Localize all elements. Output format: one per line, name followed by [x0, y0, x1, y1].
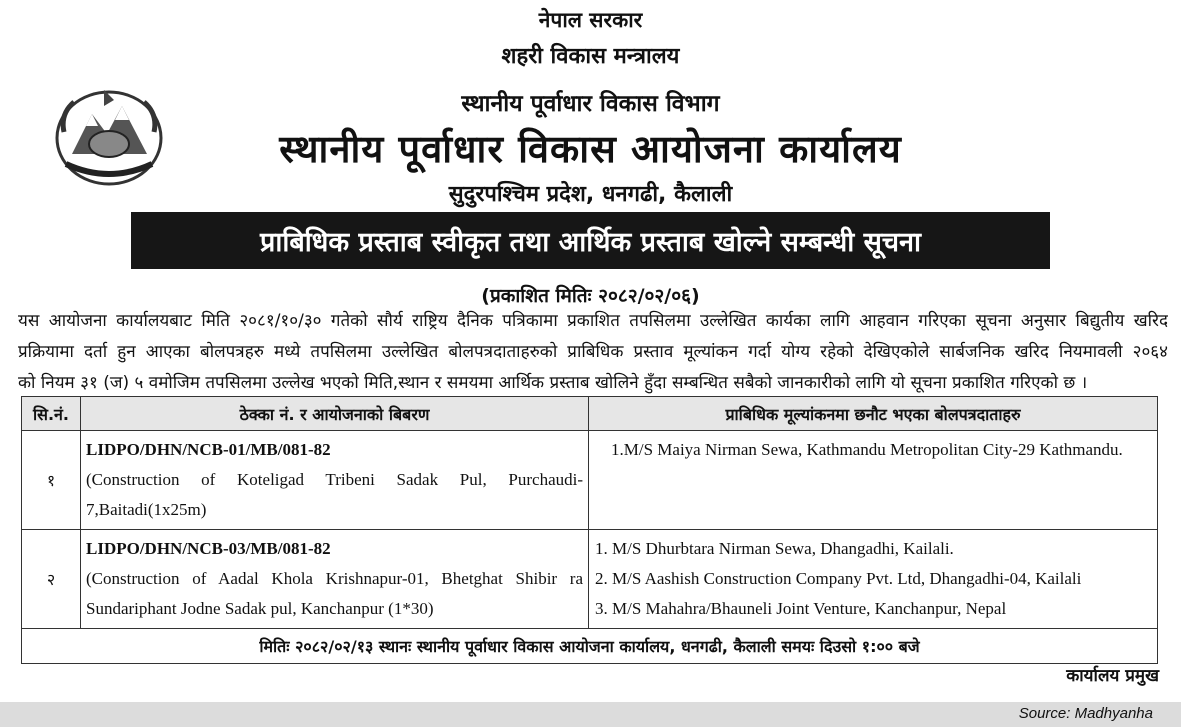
table-header-row: [22, 397, 1158, 431]
source-credit: Source: Madhyanha: [1018, 705, 1153, 722]
header-bidders: प्राबिधिक मूल्यांकनमा छनौट भएका बोलपत्रदाताहरु: [589, 397, 1158, 431]
contract-description: (Construction of Koteligad Tribeni Sadak Pul, Purchaudi-7,Baitadi(1x25m): [86, 470, 583, 519]
notice-body-line: यस आयोजना कार्यालयबाट मिति २०८१/१०/३० गतेको सौर्य राष्ट्रिय दैनिक पत्रिकामा प्रकाशित तपसिलमा उल्लेखित कार्यका लागि आहवान गरिएका सूचना अनुसार बिद्युतीय खरिद: [18, 311, 1168, 331]
opening-date-place-time: मितिः २०८२/०२/१३ स्थानः स्थानीय पूर्वाधार विकास आयोजना कार्यालय, धनगढी, कैलाली समयः दिउसो १:०० बजे: [22, 629, 1158, 664]
row-bidders: [589, 431, 1158, 530]
contract-description: (Construction of Aadal Khola Krishnapur-01, Bhetghat Shibir ra Sundariphant Jodne Sadak pul, Kanchanpur (1*30): [86, 569, 583, 618]
contract-code: LIDPO/DHN/NCB-01/MB/081-82: [86, 440, 331, 459]
bidders-table: [21, 396, 1158, 664]
published-date: (प्रकाशित मितिः २०८२/०२/०६): [481, 285, 700, 307]
notice-title-banner: [131, 212, 1050, 269]
ministry-title: शहरी विकास मन्त्रालय: [501, 44, 680, 69]
office-location: सुदुरपश्चिम प्रदेश, धनगढी, कैलाली: [448, 182, 733, 207]
bidder-item: 2. M/S Aashish Construction Company Pvt. Ltd, Dhangadhi-04, Kailali: [595, 569, 1082, 588]
department-title: स्थानीय पूर्वाधार विकास विभाग: [461, 91, 720, 117]
row-serial: २: [22, 530, 81, 629]
row-contract: [81, 530, 589, 629]
bidder-item: 1. M/S Dhurbtara Nirman Sewa, Dhangadhi, Kailali.: [595, 539, 954, 558]
signature-office-chief: कार्यालय प्रमुख: [1066, 666, 1159, 686]
row-serial: १: [22, 431, 81, 530]
header-serial: सि.नं.: [22, 397, 81, 431]
source-bar: [0, 702, 1181, 727]
table-row: [22, 431, 1158, 530]
contract-code: LIDPO/DHN/NCB-03/MB/081-82: [86, 539, 331, 558]
bidder-item: 3. M/S Mahahra/Bhauneli Joint Venture, Kanchanpur, Nepal: [595, 599, 1007, 618]
notice-body: [18, 306, 1168, 399]
table-row: [22, 530, 1158, 629]
table-footer-row: [22, 629, 1158, 664]
government-title: नेपाल सरकार: [538, 8, 643, 32]
row-bidders: [589, 530, 1158, 629]
header-contract: ठेक्का नं. र आयोजनाको बिबरण: [81, 397, 589, 431]
notice-body-line: प्रक्रियामा दर्ता हुन आएका बोलपत्रहरु मध्ये तपसिलमा उल्लेखित बोलपत्रदाताहरुको प्राबिधिक प्रस्ताव मूल्यांकन गर्दा योग्य रहेको देखिएकोले सार्बजनिक खरिद नियमावली २०६४: [18, 342, 1168, 362]
row-contract: [81, 431, 589, 530]
office-title: स्थानीय पूर्वाधार विकास आयोजना कार्यालय: [279, 127, 902, 171]
notice-body-line: को नियम ३१ (ज) ५ वमोजिम तपसिलमा उल्लेख भएको मिति,स्थान र समयमा आर्थिक प्रस्ताब खोलिने हुँदा सम्बन्धित सबैको जानकारीको लागि यो सूचना प्रकाशित गरिएको छ ।: [18, 373, 1088, 393]
bidder-item: 1.M/S Maiya Nirman Sewa, Kathmandu Metropolitan City-29 Kathmandu.: [611, 440, 1123, 459]
notice-title: प्राबिधिक प्रस्ताब स्वीकृत तथा आर्थिक प्रस्ताब खोल्ने सम्बन्धी सूचना: [260, 227, 921, 258]
